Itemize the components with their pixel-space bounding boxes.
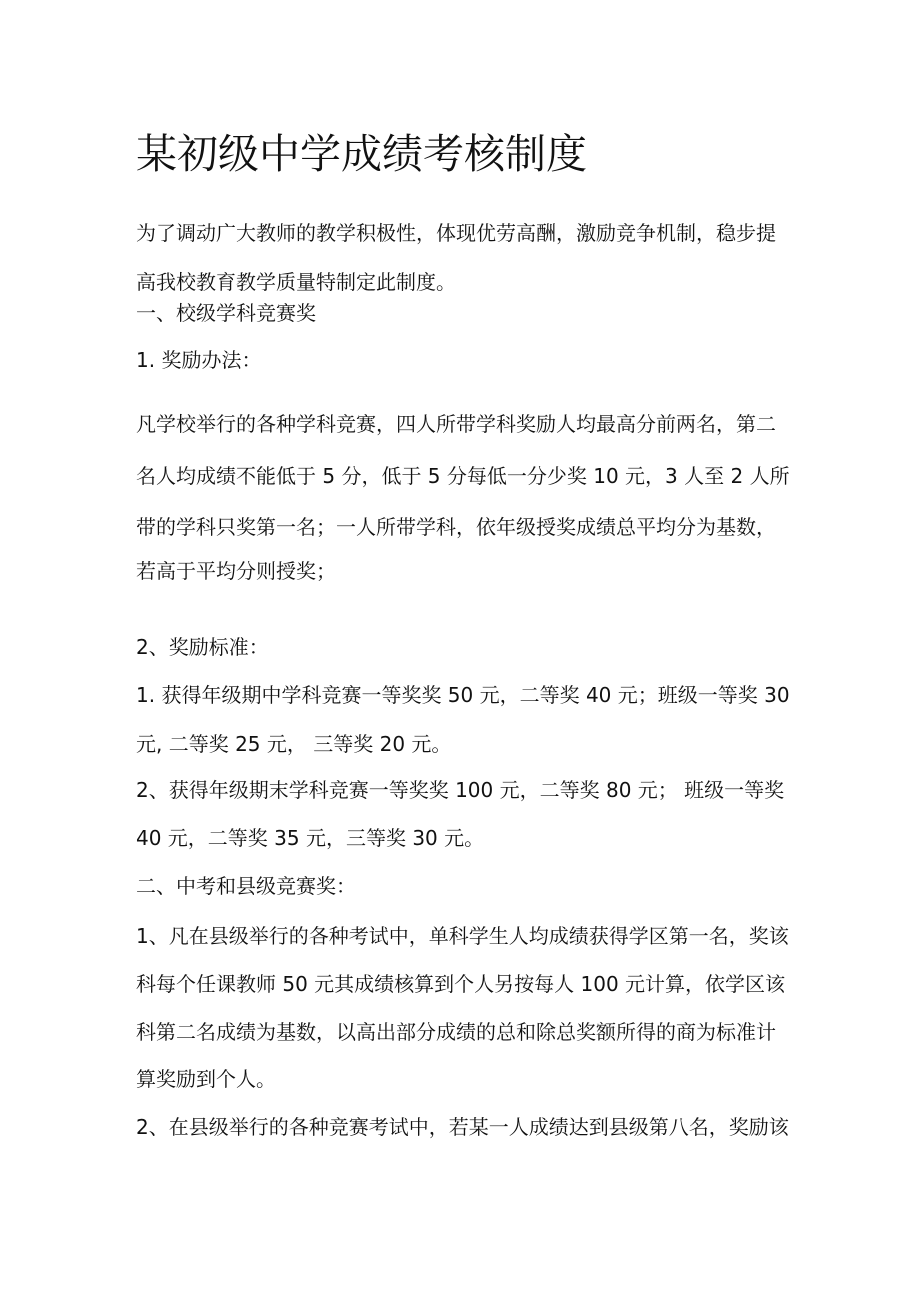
section-2-item-1-line-2: 科每个任课教师 50 元其成绩核算到个人另按每人 100 元计算，依学区该 <box>136 972 786 996</box>
section-2-item-1-line-3: 科第二名成绩为基数，以高出部分成绩的总和除总奖额所得的商为标准计 <box>136 1020 776 1044</box>
standard-item-1-line-2: 元, 二等奖 25 元， 三等奖 20 元。 <box>136 732 452 756</box>
standard-item-1-line-1: 1. 获得年级期中学科竞赛一等奖奖 50 元，二等奖 40 元；班级一等奖 30 <box>136 683 790 707</box>
standard-item-2-line-2: 40 元，二等奖 35 元，三等奖 30 元。 <box>136 826 485 850</box>
section-2-item-1-line-4: 算奖励到个人。 <box>136 1067 276 1091</box>
standard-heading: 2、奖励标准： <box>136 635 269 659</box>
method-line-2: 名人均成绩不能低于 5 分，低于 5 分每低一分少奖 10 元，3 人至 2 人所 <box>136 464 790 488</box>
method-line-4: 若高于平均分则授奖； <box>136 559 336 583</box>
method-line-1: 凡学校举行的各种学科竞赛，四人所带学科奖励人均最高分前两名，第二 <box>136 412 776 436</box>
section-2-item-2-line-1: 2、在县级举行的各种竞赛考试中，若某一人成绩达到县级第八名，奖励该 <box>136 1115 789 1139</box>
method-heading: 1. 奖励办法： <box>136 348 262 372</box>
method-line-3: 带的学科只奖第一名；一人所带学科，依年级授奖成绩总平均分为基数， <box>136 515 776 539</box>
intro-line-2: 高我校教育教学质量特制定此制度。 <box>136 270 456 294</box>
section-2-heading: 二、中考和县级竞赛奖： <box>136 874 356 898</box>
section-1-heading: 一、校级学科竞赛奖 <box>136 301 316 325</box>
standard-item-2-line-1: 2、获得年级期末学科竞赛一等奖奖 100 元，二等奖 80 元； 班级一等奖 <box>136 778 785 802</box>
document-title: 某初级中学成绩考核制度 <box>136 130 587 178</box>
section-2-item-1-line-1: 1、凡在县级举行的各种考试中，单科学生人均成绩获得学区第一名，奖该 <box>136 924 789 948</box>
intro-line-1: 为了调动广大教师的教学积极性，体现优劳高酬，激励竞争机制，稳步提 <box>136 221 776 245</box>
